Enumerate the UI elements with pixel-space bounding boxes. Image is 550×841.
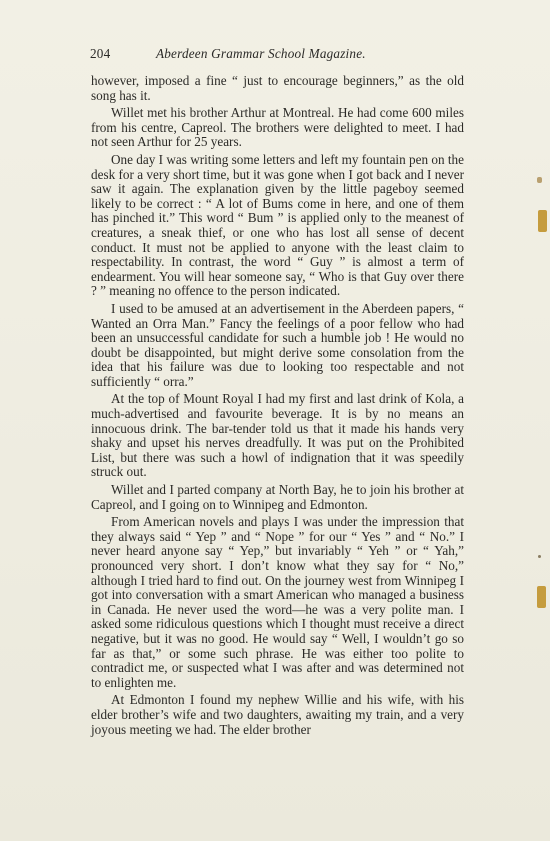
page-header [90, 46, 470, 62]
page-stain [538, 210, 547, 232]
page-blemish [538, 555, 541, 558]
page-stain [537, 586, 546, 608]
paragraph-continuation: however, imposed a fine “ just to encourage beginners,” as the old song has it. [91, 73, 464, 103]
page-blemish [537, 177, 542, 183]
paragraph-orra-man: I used to be amused at an advertisement in the Aberdeen papers, “ Wanted an Orra Man.” Fancy the feelings of a poor fellow who had been an unsuccessful candidate for such a humble job ! He would no doubt be disappointed, but might derive some consolation from the idea that his failure was due to looking too respectable and not sufficiently “ orra.” [91, 300, 464, 389]
article-body [91, 74, 464, 740]
paragraph-mount-royal: At the top of Mount Royal I had my first and last drink of Kola, a much-advertised and favourite beverage. It is by no means an innocuous drink. The bar-tender told us that it made his hands very shaky and upset his nerves dreadfully. It was put on the Prohibited List, but there was such a howl of indignation that it was speedily struck out. [91, 391, 464, 480]
paragraph-north-bay: Willet and I parted company at North Bay, he to join his brother at Capreol, and I going on to Winnipeg and Edmonton. [91, 482, 464, 512]
paragraph-montreal: Willet met his brother Arthur at Montreal. He had come 600 miles from his centre, Capreol. The brothers were delighted to meet. I had not seen Arthur for 25 years. [91, 105, 464, 150]
paragraph-edmonton: At Edmonton I found my nephew Willie and his wife, with his elder brother’s wife and two daughters, awaiting my train, and a very joyous meeting we had. The elder brother [91, 692, 464, 737]
running-title: Aberdeen Grammar School Magazine. [156, 46, 366, 61]
page-number: 204 [90, 46, 111, 61]
paragraph-fountain-pen: One day I was writing some letters and left my fountain pen on the desk for a very short time, but it was gone when I got back and I never saw it again. The explanation given by the little pageboy seemed likely to be correct : “ A lot of Bums come in here, and one of them has pinched it.” This word “ Bum ” is applied only to the meanest of creatures, a sneak thief, or one who has lost all sense of decent conduct. It must not be applied to anyone with the least claim to respectability. In contrast, the word “ Guy ” is almost a term of endearment. You will hear someone say, “ Who is that Guy over there ? ” meaning no offence to the person indicated. [91, 151, 464, 299]
paragraph-american-speech: From American novels and plays I was under the impression that they always said “ Yep ” and “ Nope ” for our “ Yes ” and “ No.” I never heard anyone say “ Yep,” but invariably “ Yeh ” or “ Yah,” pronounced very short. I don’t know what they say for “ No,” although I tried hard to find out. On the journey west from Winnipeg I got into conversation with a smart American who managed a business in Canada. He never used the word—he was a very polite man. I asked some ridiculous questions which I thought must receive a direct negative, but it was no good. He would say “ Well, I wouldn’t go so far as that,” or some such phrase. He was either too polite to contradict me, or suspected what I was after and was determined not to enlighten me. [91, 514, 464, 690]
